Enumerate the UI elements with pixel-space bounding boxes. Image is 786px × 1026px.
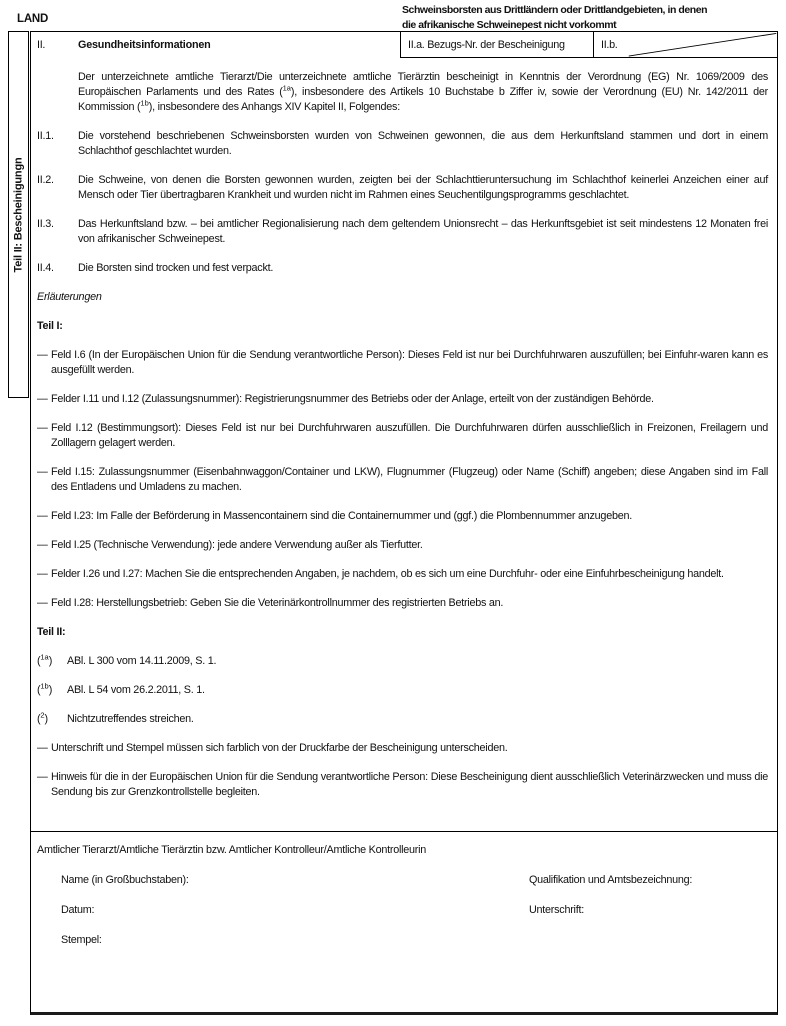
signature-field-label-left: Datum:: [61, 904, 95, 916]
note-text: Feld I.25 (Technische Verwendung): jede andere Verwendung außer als Tierfutter.: [51, 539, 423, 551]
text-segment: ), insbesondere des Artikels 10 Buchstabe b Ziffer iv, sowie der Verordnung (EU) Nr. 142/2011 der Kommission (: [78, 86, 768, 113]
signatory-heading: Amtlicher Tierarzt/Amtliche Tierärztin bzw. Amtlicher Kontrolleur/Amtliche Kontrolleurin: [37, 844, 427, 856]
table-header-row: [31, 32, 777, 58]
certificate-body: [31, 58, 777, 831]
certification-item: [37, 129, 768, 159]
country-label: LAND: [17, 13, 49, 25]
part2-side-tab: [8, 31, 29, 398]
diagonal-strike-line: [594, 32, 777, 57]
part1-note-item: [37, 392, 768, 407]
footnote-text: ABl. L 300 vom 14.11.2009, S. 1.: [67, 655, 217, 667]
note-text: Unterschrift und Stempel müssen sich farblich von der Druckfarbe der Bescheinigung unterscheiden.: [51, 742, 508, 754]
part1-note-item: [37, 348, 768, 378]
certification-item: [37, 173, 768, 203]
footnote-item: [37, 654, 768, 669]
note-text: Felder I.26 und I.27: Machen Sie die entsprechenden Angaben, je nachdem, ob es sich um eine Durchfuhr- oder eine Einfuhrbescheinigung handelt.: [51, 568, 724, 580]
part1-note-item: [37, 538, 768, 553]
part1-note-item: [37, 596, 768, 611]
footnote-reference: 1a: [282, 83, 291, 93]
part2-side-label: Teil II: Bescheinigungn: [12, 157, 25, 272]
footnote-text: ABl. L 54 vom 26.2.2011, S. 1.: [67, 684, 205, 696]
dash-bullet: —: [37, 393, 48, 405]
footnote-item: [37, 712, 768, 727]
dash-bullet: —: [37, 539, 48, 551]
part1-note-item: [37, 509, 768, 524]
section-title: Gesundheitsinformationen: [78, 39, 211, 51]
footnote-marker-number: 1b: [40, 681, 49, 691]
item-number: II.4.: [37, 262, 54, 274]
note-text: Feld I.15: Zulassungsnummer (Eisenbahnwaggon/Container und LKW), Flugnummer (Flugzeug) oder Name (Schiff) angeben; diese Angaben sind im Fall des Entladens und Umladens zu machen.: [51, 466, 768, 493]
item-text: Die Borsten sind trocken und fest verpackt.: [78, 262, 274, 274]
explanations-heading: Erläuterungen: [37, 291, 102, 303]
part2-note-item: [37, 741, 768, 756]
footnote-marker: ($^{1a}$): [37, 652, 53, 667]
note-text: Feld I.6 (In der Europäischen Union für die Sendung verantwortliche Person): Dieses Feld ist nur bei Durchfuhrwaren auszufüllen; bei Einfuhr-waren kann es ausgefüllt werden.: [51, 349, 768, 376]
item-number: II.3.: [37, 218, 54, 230]
health-information-header-cell: [31, 32, 400, 58]
footnote-marker: ($^{1b}$): [37, 681, 53, 696]
signature-field-row: [37, 933, 768, 948]
part1-note-item: [37, 567, 768, 582]
footnote-marker-number: 2: [40, 710, 45, 720]
part2-heading: Teil II:: [37, 626, 66, 638]
part1-note-item: [37, 421, 768, 451]
dash-bullet: —: [37, 466, 48, 478]
footnote-text: Nichtzutreffendes streichen.: [67, 713, 194, 725]
signature-block: [31, 831, 777, 1012]
footnote-marker: ($^2$): [37, 710, 48, 725]
note-text: Hinweis für die in der Europäischen Union für die Sendung verantwortliche Person: Diese Bescheinigung dient ausschließlich Veterinärzwecken und muss die Sendung bis zur Grenzkontrollstelle begleiten.: [51, 771, 768, 798]
footnote-marker-number: 1a: [40, 652, 49, 662]
dash-bullet: —: [37, 349, 48, 361]
dash-bullet: —: [37, 771, 48, 783]
note-text: Feld I.28: Herstellungsbetrieb: Geben Sie die Veterinärkontrollnummer des registrierten Betriebs an.: [51, 597, 504, 609]
dash-bullet: —: [37, 742, 48, 754]
note-text: Felder I.11 und I.12 (Zulassungsnummer): Registrierungsnummer des Betriebs oder der Anlage, erteilt von der zuständigen Behörde.: [51, 393, 654, 405]
signature-field-row: [37, 903, 768, 918]
signature-field-label-right: Qualifikation und Amtsbezeichnung:: [529, 874, 693, 886]
dash-bullet: —: [37, 568, 48, 580]
text-segment: ), insbesondere des Anhangs XIV Kapitel II, Folgendes:: [148, 101, 400, 113]
text-segment: Der unterzeichnete amtliche Tierarzt/Die unterzeichnete amtliche Tierärztin bescheinigt in Kenntnis der Verordnung (EG) Nr. 1069/2009 des Europäischen Parlaments und des Rates (: [78, 71, 768, 98]
signature-field-label-left: Stempel:: [61, 934, 102, 946]
dash-bullet: —: [37, 597, 48, 609]
signature-fields: [37, 873, 768, 948]
item-text: Das Herkunftsland bzw. – bei amtlicher Regionalisierung nach dem geltendem Unionsrecht – das Herkunftsgebiet ist seit mindestens 12 Monaten frei von afrikanischer Schweinepest.: [78, 218, 768, 245]
dash-bullet: —: [37, 422, 48, 434]
note-text: Feld I.23: Im Falle der Beförderung in Massencontainern sind die Containernummer und (ggf.) die Plombennummer anzugeben.: [51, 510, 632, 522]
dash-bullet: —: [37, 510, 48, 522]
certification-items: [37, 129, 768, 276]
document-title-line1: Schweinsborsten aus Drittländern oder Drittlandgebieten, in denen: [402, 4, 708, 16]
section-number: II.: [37, 39, 46, 51]
signature-field-label-left: Name (in Großbuchstaben):: [61, 874, 189, 886]
part1-notes-list: [37, 348, 768, 611]
item-number: II.2.: [37, 174, 54, 186]
item-text: Die vorstehend beschriebenen Schweinsborsten wurden von Schweinen gewonnen, die aus dem Herkunftsland stammen und dort in einem Schlachthof geschlachtet wurden.: [78, 130, 768, 157]
signature-field-label-right: Unterschrift:: [529, 904, 584, 916]
certificate-table: [30, 31, 778, 1015]
footnotes-list: [37, 654, 768, 727]
footnote-reference: 1b: [140, 98, 149, 108]
footnote-item: [37, 683, 768, 698]
item-number: II.1.: [37, 130, 54, 142]
part2-notes-list: [37, 741, 768, 800]
certification-item: [37, 261, 768, 276]
document-title: [402, 3, 782, 33]
item-text: Die Schweine, von denen die Borsten gewonnen wurden, zeigten bei der Schlachttieruntersuchung im Schlachthof keinerlei Anzeichen einer auf Mensch oder Tier übertragbaren Krankheit und wurden nicht im Rahmen eines Seuchentilgungsprogramms geschlachtet.: [78, 174, 768, 201]
part2-note-item: [37, 770, 768, 800]
iib-cell: [593, 32, 777, 58]
signature-field-row: [37, 873, 768, 888]
document-title-line2: die afrikanische Schweinepest nicht vorkommt: [402, 19, 617, 31]
part1-note-item: [37, 465, 768, 495]
iib-label: II.b.: [601, 39, 618, 51]
part1-heading: Teil I:: [37, 320, 63, 332]
reference-number-cell: II.a. Bezugs-Nr. der Bescheinigung: [400, 32, 593, 58]
note-text: Feld I.12 (Bestimmungsort): Dieses Feld ist nur bei Durchfuhrwaren auszufüllen. Die Durchfuhrwaren dürfen ausschließlich in Freizonen, Freilagern und Zolllagern gelagert werden.: [51, 422, 768, 449]
certification-intro: [78, 70, 768, 115]
certification-item: [37, 217, 768, 247]
